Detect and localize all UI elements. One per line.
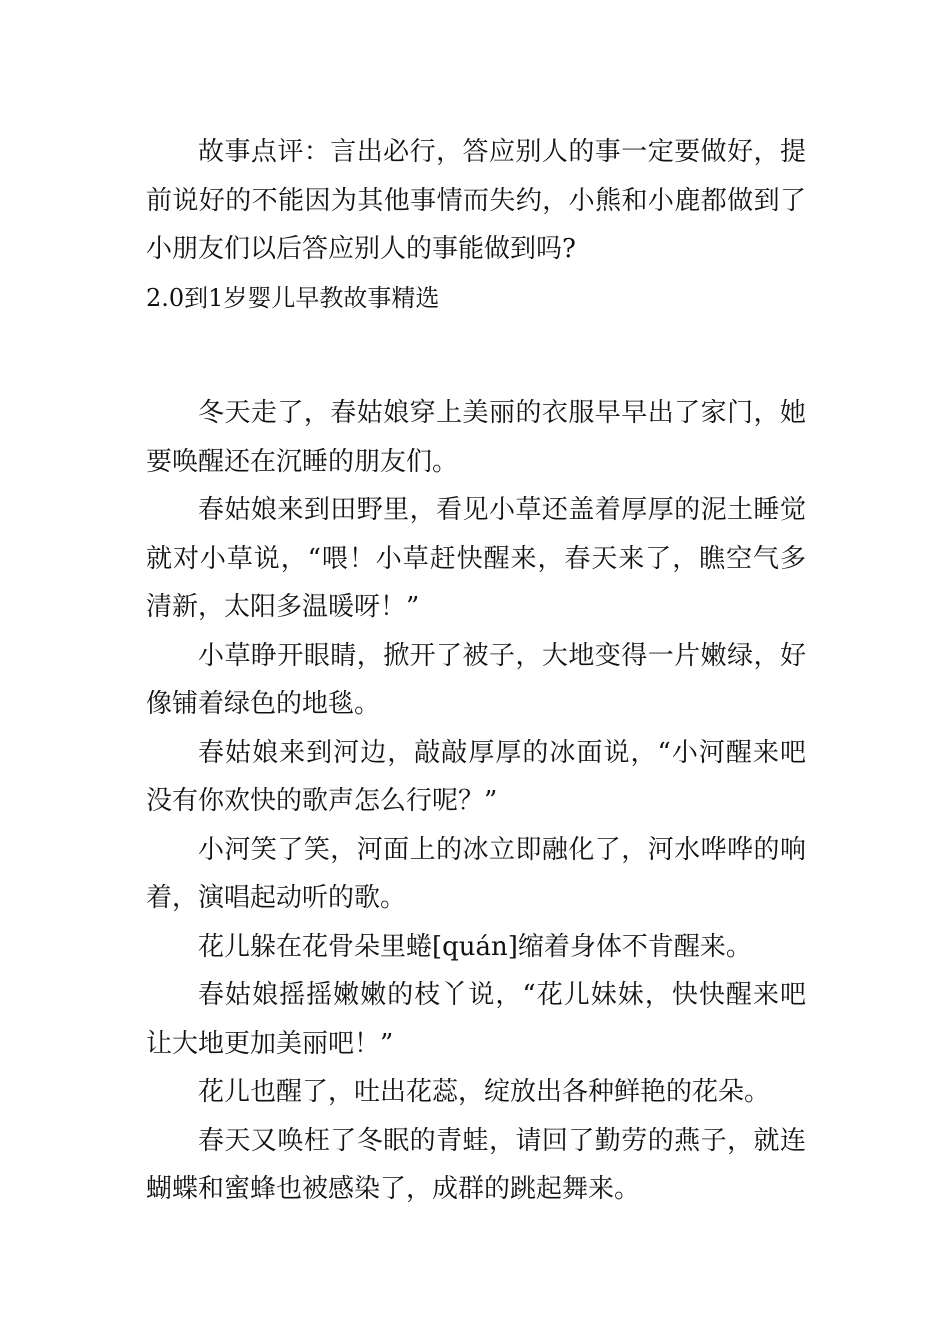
review-paragraph: 故事点评：言出必行，答应别人的事一定要做好，提前说好的不能因为其他事情而失约，小熊和小鹿都做到了小朋友们以后答应别人的事能做到吗? <box>146 137 806 264</box>
section-spacer <box>146 322 806 389</box>
story-paragraph-3: 小草睁开眼睛，掀开了被子，大地变得一片嫩绿，好像铺着绿色的地毯。 <box>146 640 806 719</box>
story-paragraph-7: 春姑娘摇摇嫩嫩的枝丫说，“花儿妹妹，快快醒来吧让大地更加美丽吧！” <box>146 980 806 1059</box>
section-heading: 2.0到1岁婴儿早教故事精选 <box>146 283 440 312</box>
story-paragraph-1: 冬天走了，春姑娘穿上美丽的衣服早早出了家门，她要唤醒还在沉睡的朋友们。 <box>146 398 806 477</box>
story-paragraph-5: 小河笑了笑，河面上的冰立即融化了，河水哗哗的响着，演唱起动听的歌。 <box>146 834 806 913</box>
story-paragraph-9: 春天又唤枉了冬眠的青蛙，请回了勤劳的燕子，就连蝴蝶和蜜蜂也被感染了，成群的跳起舞来。 <box>146 1125 806 1204</box>
story-paragraph-6: 花儿躲在花骨朵里蜷[quán]缩着身体不肯醒来。 <box>198 931 752 962</box>
story-paragraph-4: 春姑娘来到河边，敲敲厚厚的冰面说，“小河醒来吧没有你欢快的歌声怎么行呢？” <box>146 737 806 816</box>
story-paragraph-2: 春姑娘来到田野里，看见小草还盖着厚厚的泥土睡觉就对小草说，“喂！小草赶快醒来，春天来了，瞧空气多清新，太阳多温暖呀！” <box>146 495 806 622</box>
story-paragraph-8: 花儿也醒了，吐出花蕊，绽放出各种鲜艳的花朵。 <box>198 1077 771 1107</box>
document-body <box>146 128 806 1214</box>
